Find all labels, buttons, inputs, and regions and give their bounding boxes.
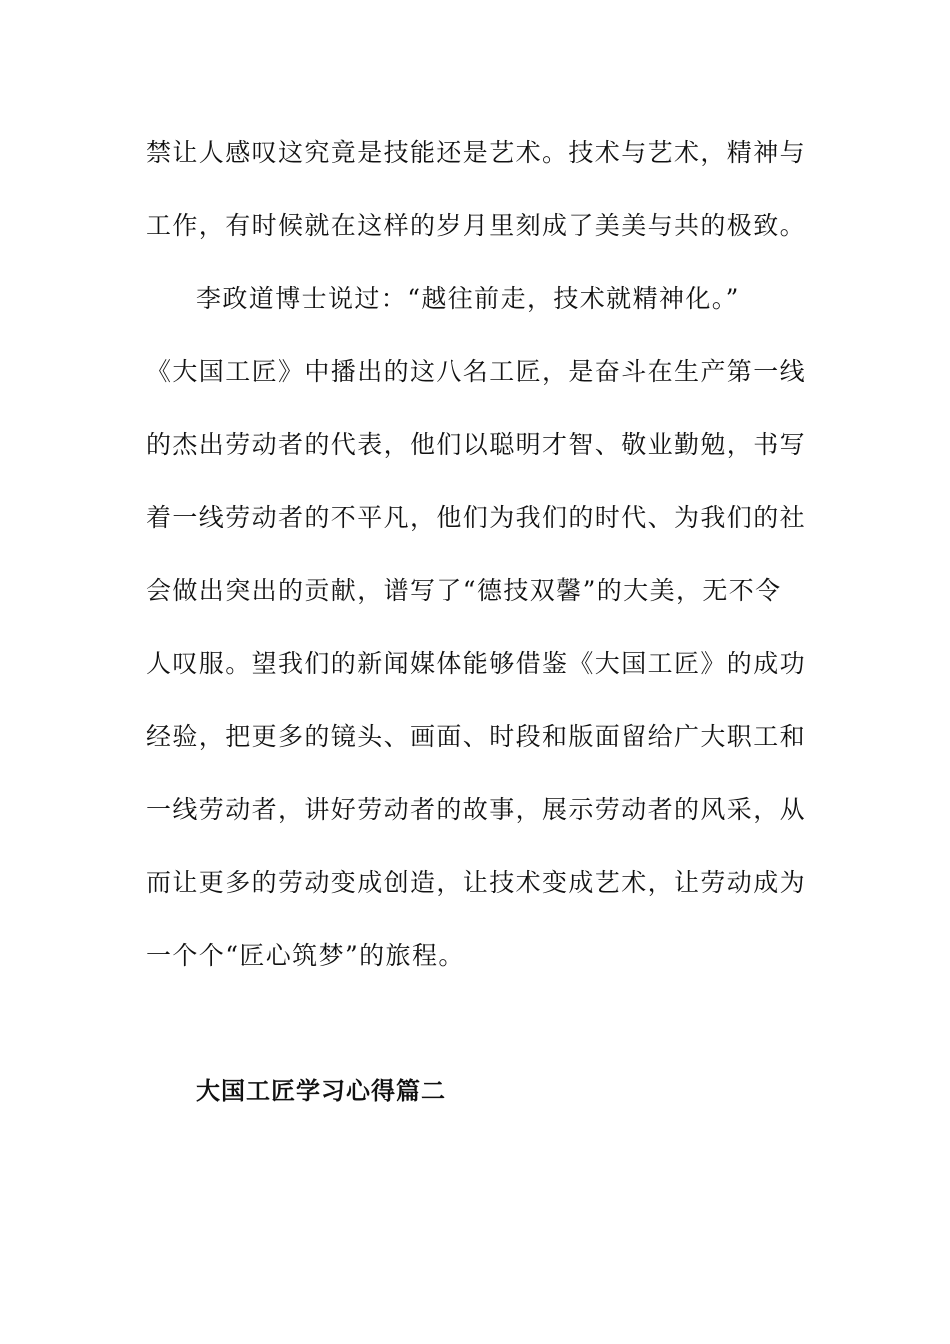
text-line: 人叹服。望我们的新闻媒体能够借鉴《大国工匠》的成功 [146, 649, 807, 678]
body-text [146, 116, 807, 992]
text-line: 会做出突出的贡献，谱写了“德技双馨”的大美，无不令 [146, 576, 782, 605]
text-line: 一个个“匠心筑梦”的旅程。 [146, 941, 465, 970]
text-line: 着一线劳动者的不平凡，他们为我们的时代、为我们的社 [146, 503, 807, 532]
text-line: 的杰出劳动者的代表，他们以聪明才智、敬业勤勉，书写 [146, 430, 807, 459]
text-line: 《大国工匠》中播出的这八名工匠，是奋斗在生产第一线 [146, 357, 807, 386]
text-line: 经验，把更多的镜头、画面、时段和版面留给广大职工和 [146, 722, 807, 751]
text-line: 一线劳动者，讲好劳动者的故事，展示劳动者的风采，从 [146, 795, 807, 824]
text-line: 禁让人感叹这究竟是技能还是艺术。技术与艺术，精神与 [146, 138, 807, 167]
text-line: 李政道博士说过：“越往前走，技术就精神化。” [196, 284, 740, 313]
text-line: 工作，有时候就在这样的岁月里刻成了美美与共的极致。 [146, 211, 807, 240]
section-heading: 大国工匠学习心得篇二 [196, 1077, 446, 1105]
text-line: 而让更多的劳动变成创造，让技术变成艺术，让劳动成为 [146, 868, 807, 897]
